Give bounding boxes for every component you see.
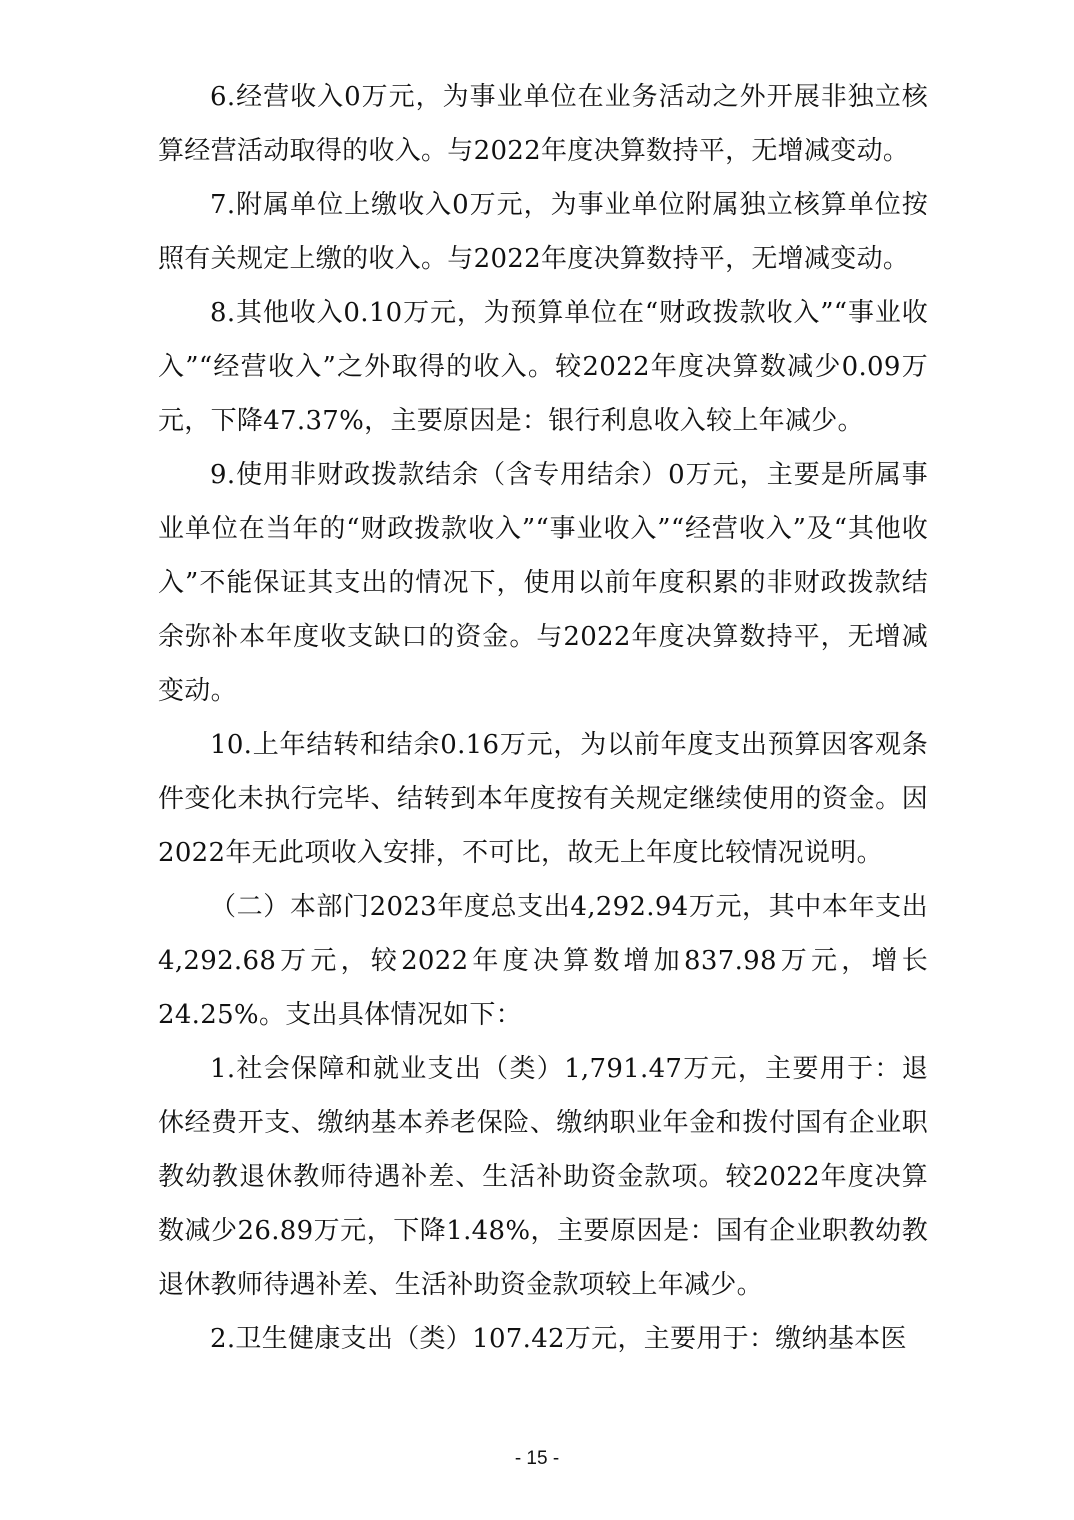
paragraph-non-fiscal-surplus: 9.使用非财政拨款结余（含专用结余）0万元，主要是所属事业单位在当年的“财政拨款收入”“事业收入”“经营收入”及“其他收入”不能保证其支出的情况下，使用以前年度积累的非财政拨款结余弥补本年度收支缺口的资金。与2022年度决算数持平，无增减变动。 [158, 460, 928, 706]
document-body [158, 70, 928, 1366]
paragraph-total-expenditure: （二）本部门2023年度总支出4,292.94万元，其中本年支出4,292.68万元，较2022年度决算数增加837.98万元，增长24.25%。支出具体情况如下： [158, 892, 928, 1030]
paragraph-affiliated-unit-income: 7.附属单位上缴收入0万元，为事业单位附属独立核算单位按照有关规定上缴的收入。与2022年度决算数持平，无增减变动。 [158, 190, 928, 274]
page-number: - 15 - [514, 1448, 560, 1469]
paragraph-social-security-expenditure: 1.社会保障和就业支出（类）1,791.47万元，主要用于：退休经费开支、缴纳基本养老保险、缴纳职业年金和拨付国有企业职教幼教退休教师待遇补差、生活补助资金款项。较2022年度决算数减少26.89万元，下降1.48%，主要原因是：国有企业职教幼教退休教师待遇补差、生活补助资金款项较上年减少。 [158, 1054, 928, 1300]
paragraph-other-income: 8.其他收入0.10万元，为预算单位在“财政拨款收入”“事业收入”“经营收入”之外取得的收入。较2022年度决算数减少0.09万元，下降47.37%，主要原因是：银行利息收入较上年减少。 [158, 298, 928, 436]
paragraph-operating-income: 6.经营收入0万元，为事业单位在业务活动之外开展非独立核算经营活动取得的收入。与2022年度决算数持平，无增减变动。 [158, 82, 928, 166]
paragraph-health-expenditure: 2.卫生健康支出（类）107.42万元，主要用于：缴纳基本医 [210, 1324, 907, 1354]
paragraph-carryover-balance: 10.上年结转和结余0.16万元，为以前年度支出预算因客观条件变化未执行完毕、结转到本年度按有关规定继续使用的资金。因2022年无此项收入安排，不可比，故无上年度比较情况说明。 [158, 730, 928, 868]
